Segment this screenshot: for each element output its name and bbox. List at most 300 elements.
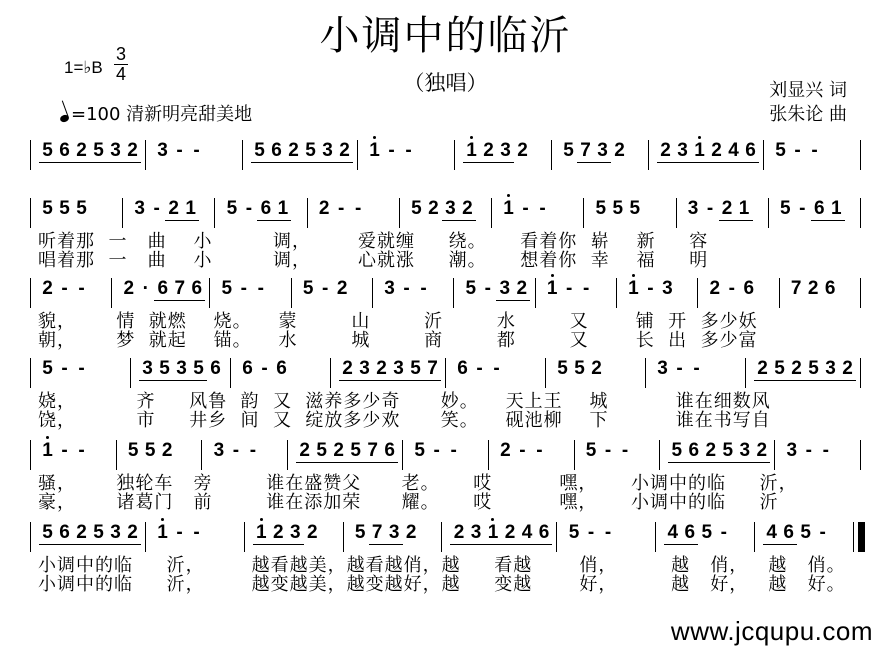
note: 2 — [336, 140, 353, 163]
measure — [123, 194, 214, 221]
measure-row — [30, 354, 861, 392]
note: - — [582, 278, 590, 299]
measure-row — [30, 274, 861, 312]
note: 5 — [39, 522, 56, 545]
note: 6 — [188, 278, 205, 301]
measure — [755, 518, 853, 545]
time-signature — [114, 45, 128, 84]
note: 7 — [171, 278, 188, 301]
note: 6 — [811, 198, 828, 221]
lyric-line: 骚， 独轮车 旁 谁在盛赞父 老。 哎 嘿， 小调中的临 沂， — [38, 473, 798, 494]
note: - — [176, 140, 183, 161]
note: 2 — [161, 440, 173, 461]
note: 3 — [107, 522, 124, 545]
note: - — [676, 358, 683, 379]
note: 5 — [719, 440, 736, 463]
note: - — [61, 358, 68, 379]
note: 6 — [268, 140, 285, 163]
song-subtitle: （独唱） — [403, 71, 488, 95]
measure — [454, 274, 534, 301]
note: - — [805, 440, 812, 461]
measure — [31, 354, 130, 380]
tempo-marking — [60, 104, 252, 126]
note: - — [819, 522, 826, 543]
note: - — [621, 440, 629, 461]
note: 1 — [463, 140, 480, 163]
note: 1 — [625, 278, 642, 300]
note: 3 — [134, 198, 145, 219]
measure — [698, 274, 778, 300]
note: 5 — [76, 198, 87, 219]
note: 3 — [287, 522, 304, 545]
note: - — [176, 522, 183, 543]
note: 2 — [73, 140, 90, 163]
measure — [358, 136, 454, 162]
note: - — [193, 522, 200, 543]
measure — [31, 136, 145, 163]
lyric-line: 饶， 市 井乡 间 又 绽放多少欢 笑。 砚池柳 下 谁在书写自 — [38, 410, 771, 431]
measure-row — [30, 518, 861, 556]
measure — [649, 136, 763, 163]
quarter-note-icon — [59, 114, 70, 124]
note: 3 — [139, 358, 156, 381]
note: 3 — [356, 358, 373, 381]
note: - — [539, 198, 546, 219]
note: 2 — [318, 198, 330, 219]
measure — [215, 194, 306, 221]
song-title: 小调中的临沂 — [319, 13, 572, 59]
note: - — [720, 522, 727, 543]
note: 3 — [496, 278, 513, 301]
note: - — [354, 198, 362, 219]
note: 3 — [390, 358, 407, 381]
note: 5 — [574, 358, 585, 379]
note: - — [388, 140, 395, 161]
measure — [331, 354, 445, 381]
note: - — [245, 198, 253, 219]
note: 3 — [657, 358, 668, 379]
barline — [860, 278, 861, 308]
measure — [656, 518, 754, 545]
measure — [764, 136, 860, 162]
note: 2 — [405, 522, 417, 543]
measure — [575, 436, 660, 462]
note: 6 — [381, 440, 398, 463]
octave-up-dot — [46, 436, 49, 439]
note: - — [647, 278, 654, 299]
note: - — [604, 522, 612, 543]
note: 2 — [500, 440, 511, 461]
measure — [146, 136, 242, 162]
key-signature — [64, 44, 126, 84]
note: 6 — [257, 198, 274, 221]
note: 7 — [364, 440, 381, 463]
note: 1 — [39, 440, 56, 462]
note: 5 — [354, 522, 366, 543]
note: - — [794, 140, 801, 161]
key-label: 1=♭B — [64, 58, 103, 77]
measure — [292, 274, 372, 300]
note: - — [78, 278, 85, 299]
note: - — [405, 140, 412, 161]
note: 3 — [384, 278, 395, 299]
note: 1 — [500, 198, 517, 220]
note: 2 — [480, 140, 497, 163]
note: 2 — [459, 198, 476, 221]
note: 2 — [307, 522, 318, 543]
note: - — [706, 198, 714, 219]
lyric-line: 豪， 诸葛门 前 谁在添加荣 耀。 哎 嘿， 小调中的临 沂 — [38, 492, 779, 513]
note: 5 — [414, 440, 425, 461]
note: 5 — [465, 278, 477, 299]
note: 2 — [591, 358, 602, 379]
note: 2 — [165, 198, 182, 221]
note: 6 — [535, 522, 552, 545]
note: · — [142, 278, 149, 299]
measure — [210, 274, 290, 300]
note: 5 — [144, 440, 156, 461]
note: - — [476, 358, 483, 379]
note: 2 — [339, 358, 356, 381]
note: 4 — [725, 140, 742, 163]
octave-up-dot — [373, 136, 376, 139]
measure — [146, 518, 244, 544]
note: - — [811, 140, 818, 161]
note: 3 — [157, 140, 168, 161]
note: 3 — [674, 140, 691, 163]
note: - — [420, 278, 427, 299]
note: 3 — [386, 522, 403, 545]
measure — [557, 518, 655, 544]
note: 1 — [691, 140, 708, 163]
note: 2 — [754, 358, 771, 381]
note: - — [78, 440, 85, 461]
note: 2 — [614, 140, 625, 161]
note: 5 — [90, 522, 107, 545]
tempo-text: =100 清新明亮甜美地 — [71, 104, 253, 125]
note: 5 — [156, 358, 173, 381]
measure — [780, 274, 860, 300]
note: 5 — [612, 198, 624, 219]
octave-up-dot — [470, 136, 473, 139]
note: - — [433, 440, 440, 461]
note: - — [249, 440, 257, 461]
note: - — [153, 198, 160, 219]
note: 6 — [780, 522, 797, 545]
note: 3 — [319, 140, 336, 163]
note: 5 — [771, 358, 788, 381]
note: 5 — [805, 358, 822, 381]
measure — [344, 518, 442, 545]
note: 7 — [424, 358, 441, 381]
note: - — [536, 440, 543, 461]
note: - — [587, 522, 595, 543]
note: 5 — [347, 440, 364, 463]
note: - — [604, 440, 612, 461]
octave-up-dot — [260, 518, 263, 521]
note: - — [337, 198, 345, 219]
note: - — [493, 358, 500, 379]
measure — [492, 194, 583, 220]
note: 5 — [302, 140, 319, 163]
measure — [775, 436, 860, 462]
note: 5 — [595, 198, 607, 219]
note: 1 — [366, 140, 383, 162]
note: 7 — [790, 278, 802, 299]
note: 2 — [513, 278, 530, 301]
note: - — [193, 140, 200, 161]
measure — [536, 274, 616, 300]
score-system — [30, 194, 861, 270]
note: 6 — [681, 522, 698, 545]
measure-row — [30, 136, 861, 174]
note: 2 — [428, 198, 439, 219]
octave-up-dot — [632, 274, 635, 277]
note: 5 — [411, 198, 422, 219]
final-barline — [853, 522, 861, 552]
note: 2 — [839, 358, 856, 381]
measure — [131, 354, 230, 381]
note: 5 — [221, 278, 233, 299]
lyric-line: 朝， 梦 就起 锚。 水 城 商 都 又 长 出 多少富 — [38, 330, 758, 351]
lyric-line: 小调中的临 沂， 越变越美，越变越好，越 变越 好， 越 好， 越 好。 — [38, 574, 846, 595]
note: 2 — [336, 278, 348, 299]
score-system — [30, 274, 861, 350]
note: 3 — [786, 440, 798, 461]
note: 7 — [369, 522, 386, 545]
time-signature-bottom: 4 — [115, 64, 126, 84]
measure — [769, 194, 860, 221]
note: 1 — [154, 522, 171, 544]
note: 6 — [824, 278, 836, 299]
barline — [860, 198, 861, 228]
note: - — [61, 278, 68, 299]
note: 5 — [226, 198, 238, 219]
composer-credit: 张朱论 曲 — [769, 104, 847, 125]
note: - — [519, 440, 526, 461]
lyric-line: 貌， 情 就燃 烧。 蒙 山 沂 水 又 铺 开 多少妖 — [38, 311, 758, 332]
measure-row — [30, 194, 861, 232]
measure — [646, 354, 745, 380]
measure — [31, 518, 145, 545]
note: - — [565, 278, 573, 299]
note: - — [61, 440, 68, 461]
note: 3 — [213, 440, 225, 461]
note: 6 — [457, 358, 468, 379]
note: 5 — [585, 440, 597, 461]
lyric-line: 娆， 齐 风鲁 韵 又 滋养多少奇 妙。 天上王 城 谁在细数风 — [38, 391, 771, 412]
note: 3 — [173, 358, 190, 381]
barline — [860, 358, 861, 388]
note: 2 — [501, 522, 518, 545]
note: 6 — [685, 440, 702, 463]
measure — [202, 436, 287, 462]
note: 6 — [56, 140, 73, 163]
note: 4 — [664, 522, 681, 545]
note: 1 — [544, 278, 561, 300]
note: 5 — [800, 522, 811, 543]
measure — [617, 274, 697, 300]
octave-up-dot — [507, 194, 510, 197]
note: 1 — [182, 198, 199, 221]
note: 3 — [442, 198, 459, 221]
measure — [489, 436, 574, 462]
note: - — [799, 198, 806, 219]
measure — [308, 194, 399, 220]
note: 2 — [807, 278, 819, 299]
measure — [243, 136, 357, 163]
note: 5 — [42, 198, 53, 219]
lyric-line: 唱着那 一 曲 小 调， 心就涨 潮。 想着你 幸 福 明 — [38, 250, 709, 271]
barline — [860, 440, 861, 470]
measure — [546, 354, 645, 380]
note: 2 — [657, 140, 674, 163]
note: 3 — [107, 140, 124, 163]
note: 1 — [828, 198, 845, 221]
note: 2 — [753, 440, 770, 463]
note: 1 — [253, 522, 270, 545]
note: 5 — [127, 440, 139, 461]
note: 5 — [90, 140, 107, 163]
measure — [677, 194, 768, 221]
note: 5 — [568, 522, 580, 543]
barline — [860, 140, 861, 170]
note: 2 — [285, 140, 302, 163]
measure — [288, 436, 402, 463]
note: - — [261, 358, 268, 379]
note: 2 — [788, 358, 805, 381]
note: 6 — [743, 278, 755, 299]
measure — [584, 194, 675, 220]
note: 3 — [467, 522, 484, 545]
score-system — [30, 518, 861, 594]
note: 5 — [59, 198, 70, 219]
note: 3 — [594, 140, 611, 163]
note: 5 — [407, 358, 424, 381]
note: 4 — [518, 522, 535, 545]
note: 6 — [742, 140, 759, 163]
measure — [552, 136, 648, 163]
note: 5 — [629, 198, 641, 219]
note: - — [450, 440, 457, 461]
note: 5 — [39, 140, 56, 163]
note: - — [321, 278, 329, 299]
measure — [373, 274, 453, 300]
note: 4 — [763, 522, 780, 545]
measure-row — [30, 436, 861, 474]
note: - — [78, 358, 85, 379]
note: 2 — [124, 140, 141, 163]
note: 2 — [709, 278, 721, 299]
note: - — [728, 278, 735, 299]
note: 5 — [557, 358, 568, 379]
note: 5 — [190, 358, 207, 381]
lyric-line: 听着那 一 曲 小 调， 爱就缠 绕。 看着你 崭 新 容 — [38, 231, 709, 252]
note: 2 — [296, 440, 313, 463]
note: 2 — [708, 140, 725, 163]
note: 6 — [276, 358, 287, 379]
octave-up-dot — [551, 274, 554, 277]
note: 1 — [274, 198, 291, 221]
note: 5 — [775, 140, 786, 161]
note: - — [232, 440, 240, 461]
note: 7 — [577, 140, 594, 163]
note: 2 — [702, 440, 719, 463]
measure — [245, 518, 343, 545]
measure — [400, 194, 491, 221]
note: 1 — [484, 522, 501, 545]
note: - — [822, 440, 829, 461]
note: 3 — [822, 358, 839, 381]
note: 2 — [73, 522, 90, 545]
note: 2 — [373, 358, 390, 381]
lyricist-credit: 刘显兴 词 — [769, 80, 847, 101]
note: 5 — [668, 440, 685, 463]
note: 6 — [210, 358, 221, 379]
site-watermark: www.jcqupu.com — [670, 616, 873, 646]
measure — [660, 436, 774, 463]
note: 5 — [779, 198, 791, 219]
note: - — [693, 358, 700, 379]
octave-up-dot — [491, 518, 494, 521]
note: 6 — [154, 278, 171, 301]
note: 2 — [124, 522, 141, 545]
note: - — [240, 278, 247, 299]
note: 5 — [701, 522, 713, 543]
note: 3 — [736, 440, 753, 463]
note: 5 — [302, 278, 314, 299]
note: 2 — [719, 198, 736, 221]
note: 2 — [517, 140, 528, 161]
note: 2 — [450, 522, 467, 545]
measure — [117, 436, 202, 462]
measure — [31, 436, 116, 462]
measure — [31, 194, 122, 220]
lyric-line: 小调中的临 沂， 越看越美，越看越俏，越 看越 俏， 越 俏， 越 俏。 — [38, 555, 846, 576]
score-system — [30, 354, 861, 430]
measure — [31, 274, 111, 300]
note: - — [257, 278, 264, 299]
note: 5 — [251, 140, 268, 163]
measure — [455, 136, 551, 163]
measure — [442, 518, 556, 545]
octave-up-dot — [161, 518, 164, 521]
note: 2 — [123, 278, 135, 299]
time-signature-top: 3 — [115, 44, 126, 64]
score-system — [30, 436, 861, 512]
note: - — [403, 278, 410, 299]
note: 3 — [497, 140, 514, 163]
note: 3 — [687, 198, 699, 219]
note: 2 — [330, 440, 347, 463]
note: 5 — [42, 358, 53, 379]
note: 3 — [662, 278, 673, 299]
note: 6 — [56, 522, 73, 545]
score-system — [30, 136, 861, 174]
measure — [231, 354, 330, 380]
note: 6 — [242, 358, 253, 379]
measure — [446, 354, 545, 380]
note: 2 — [42, 278, 53, 299]
octave-up-dot — [698, 136, 701, 139]
note: 5 — [563, 140, 574, 161]
note: 1 — [736, 198, 753, 221]
measure — [403, 436, 488, 462]
note: - — [484, 278, 491, 299]
note: 2 — [270, 522, 287, 545]
note: - — [522, 198, 529, 219]
measure — [746, 354, 860, 381]
